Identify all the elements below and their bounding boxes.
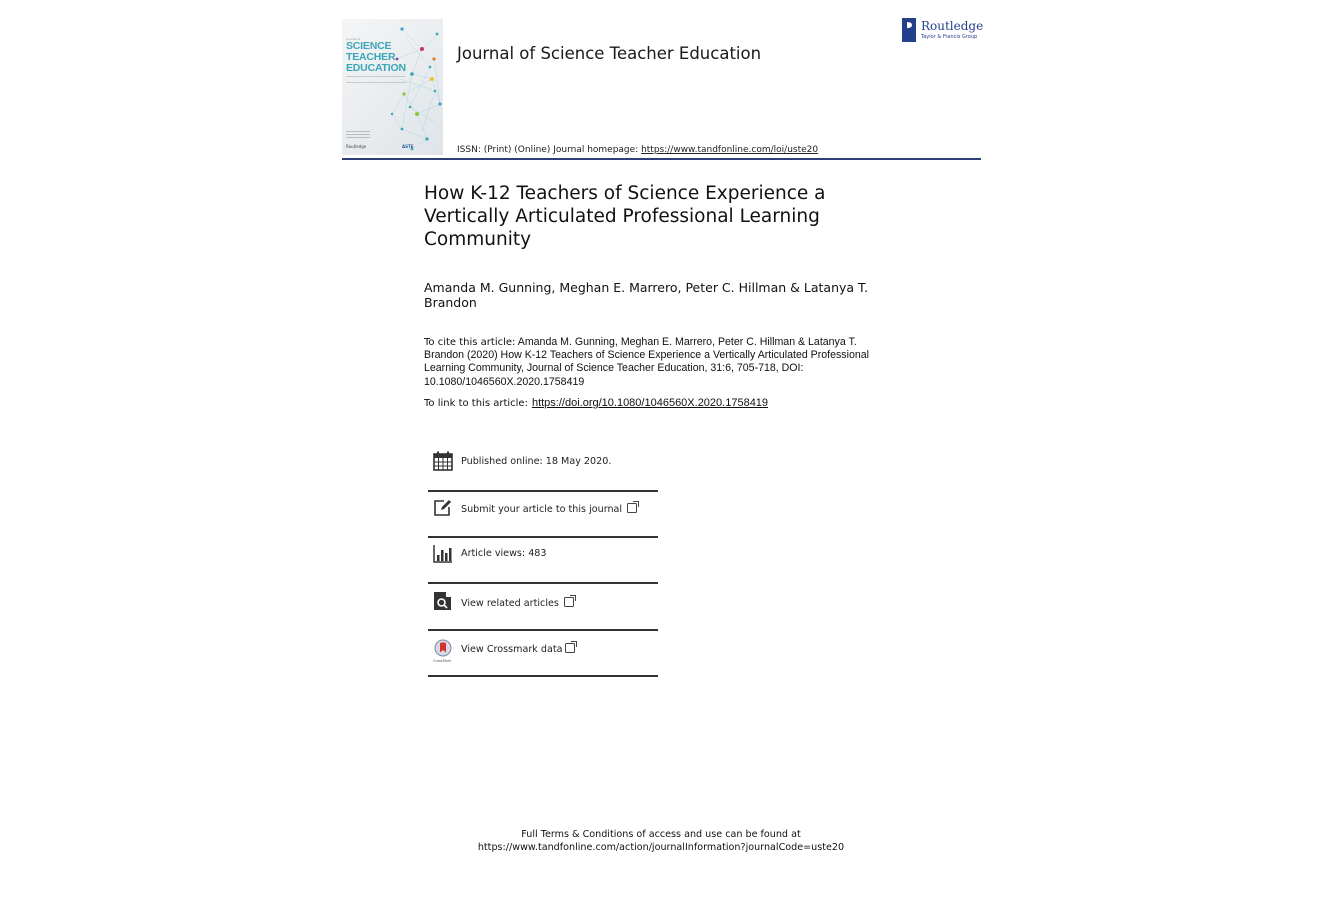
calendar-icon bbox=[433, 451, 453, 471]
article-views-label: Article views: 483 bbox=[461, 548, 547, 559]
crossmark-caption: CrossMark bbox=[433, 659, 452, 663]
crossmark-icon bbox=[433, 639, 453, 659]
crossmark-item[interactable] bbox=[428, 631, 658, 677]
article-link-line bbox=[424, 397, 768, 409]
journal-title: Journal of Science Teacher Education bbox=[457, 44, 762, 63]
publisher-name: Routledge bbox=[921, 19, 984, 33]
cover-title bbox=[346, 41, 406, 74]
cover-title-line: TEACHER bbox=[346, 51, 396, 63]
related-articles-label: View related articles bbox=[461, 598, 559, 609]
routledge-logo bbox=[902, 18, 982, 44]
external-link-icon bbox=[564, 597, 574, 607]
published-online-label: Published online: 18 May 2020. bbox=[461, 456, 612, 467]
external-link-icon bbox=[565, 643, 575, 653]
terms-footer bbox=[400, 829, 922, 854]
related-articles-link[interactable] bbox=[461, 597, 574, 609]
external-link-icon bbox=[627, 503, 637, 513]
cover-publisher-logo: Routledge bbox=[346, 144, 367, 149]
submit-article-item[interactable] bbox=[428, 492, 658, 538]
issn-label: ISSN: (Print) (Online) Journal homepage: bbox=[457, 145, 642, 155]
divider bbox=[428, 675, 658, 677]
journal-cover-image bbox=[342, 19, 443, 155]
search-document-icon bbox=[433, 591, 453, 611]
cover-volume-info bbox=[346, 131, 370, 139]
cover-title-line: EDUCATION bbox=[346, 62, 406, 74]
cover-subtitle bbox=[346, 76, 406, 83]
submit-article-link[interactable] bbox=[461, 503, 637, 515]
journal-homepage-link[interactable]: https://www.tandfonline.com/loi/uste20 bbox=[641, 145, 819, 155]
cover-partner-logo: ASTE bbox=[402, 144, 414, 149]
doi-link[interactable]: https://doi.org/10.1080/1046560X.2020.1758419 bbox=[531, 397, 769, 409]
cover-journal-word: Journal of bbox=[346, 37, 361, 41]
submit-article-label: Submit your article to this journal bbox=[461, 504, 623, 515]
terms-text: Full Terms & Conditions of access and use can be found at bbox=[521, 829, 801, 840]
bar-chart-icon bbox=[433, 544, 453, 564]
citation-block bbox=[424, 336, 884, 389]
article-title: How K-12 Teachers of Science Experience a Vertically Articulated Professional Learning Community bbox=[424, 183, 826, 250]
crossmark-link[interactable] bbox=[461, 643, 575, 655]
cover-title-line: SCIENCE bbox=[346, 40, 392, 52]
cite-label: To cite this article: bbox=[424, 337, 516, 348]
link-label: To link to this article: bbox=[424, 398, 528, 409]
article-views-item bbox=[428, 538, 658, 584]
edit-icon bbox=[433, 498, 453, 518]
published-online-item bbox=[428, 445, 658, 491]
publisher-group: Taylor & Francis Group bbox=[921, 34, 978, 40]
crossmark-label: View Crossmark data bbox=[461, 644, 563, 655]
issn-line bbox=[457, 145, 818, 155]
cite-text: Amanda M. Gunning, Meghan E. Marrero, Peter C. Hillman & Latanya T. Brandon (2020) How K-12 Teachers of Science Experience a Vertically Articulated Professional Learning Community, Journal of Science Teacher Education, 31:6, 705-718, DOI: 10.1080/1046560X.2020.1758419 bbox=[424, 336, 869, 388]
routledge-r-icon bbox=[902, 18, 916, 42]
terms-link[interactable]: https://www.tandfonline.com/action/journalInformation?journalCode=uste20 bbox=[477, 841, 845, 853]
article-authors: Amanda M. Gunning, Meghan E. Marrero, Peter C. Hillman & Latanya T. Brandon bbox=[424, 280, 869, 310]
header-divider bbox=[342, 158, 981, 160]
related-articles-item[interactable] bbox=[428, 584, 658, 630]
